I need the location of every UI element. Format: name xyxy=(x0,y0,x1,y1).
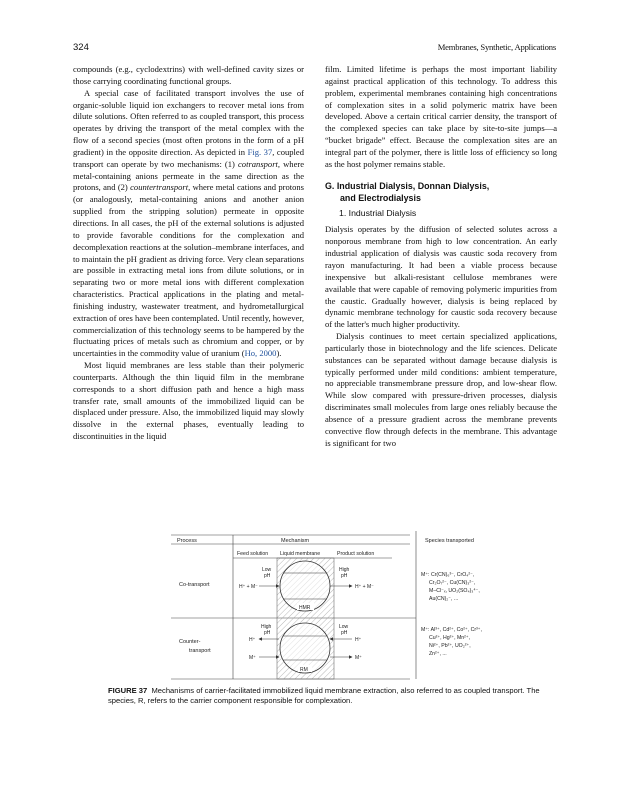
subheader-feed: Feed solution xyxy=(237,551,269,557)
species-line: M–Cl⁻ₓ, UO₂(SO₄)₃⁴⁻, xyxy=(429,588,480,594)
species-line: Au(CN)₂⁻, ... xyxy=(429,596,459,602)
running-title: Membranes, Synthetic, Applications xyxy=(437,42,556,52)
text-span: , where metal cations and protons (or analogously, metal-containing anions and another anion supplied from the stripping solution) permeate in opposite directions. In all cases, the pH of the external solutions is adjusted to provide favorable conditions for the complexation and decomplexation reactions at the solution–membrane interfaces, and to maintain the pH gradient as driving force. Very clean separations are possible in extracting metal ions from dilute solutions, or in separating two or more metal ions with different complexation characteristics. Practical applications in the plating and metal-finishing industry, wastewater treatment, and hydrometallurgical extraction of ores have been contemplated. Until recently, however, commercialization of this technology seems to be hampered by the fluctuating prices of metals such as chromium and copper, or by uncertainties in the commodity value of uranium ( xyxy=(73,182,305,359)
cotransport-complex-label: HMR xyxy=(299,605,311,611)
header-process: Process xyxy=(177,538,197,544)
text-span: , where metal-containing anions permeate in the same direction as the protons, and (2) xyxy=(73,158,304,193)
row-label-countertransport-1: Counter- xyxy=(179,639,201,645)
cotransport-product-high-ph: pH xyxy=(341,573,348,579)
subheader-liquid-membrane: Liquid membrane xyxy=(280,551,321,557)
countertransport-product-h: H⁺ xyxy=(355,637,362,643)
left-paragraph-1: compounds (e.g., cyclodextrins) with well-defined cavity sizes or those carrying coordinating functional groups. xyxy=(73,64,304,86)
cotransport-species-list xyxy=(421,572,481,602)
species-line: Zn²⁺, ... xyxy=(429,651,447,657)
countertransport-feed-h: H⁺ xyxy=(249,637,256,643)
countertransport-species-list xyxy=(421,627,483,657)
row-label-cotransport: Co-transport xyxy=(179,582,210,588)
cotransport-feed-species: H⁺ + M⁻ xyxy=(239,584,258,590)
species-line: Ni²⁺, Pb²⁺, UO₂²⁺, xyxy=(429,643,471,649)
species-line: M⁺: Cr(CN)₆³⁻, CrO₄²⁻, xyxy=(421,572,475,578)
cotransport-feed-low: Low xyxy=(262,567,272,573)
text-span: A special case of facilitated transport involves the use of organic-soluble liquid ion exchangers to recover metal ions from dilute solutions. Often referred to as coupled transport, this process operates by driving the transport of the metal complex with the flow of a second species (most often protons in the form of a pH gradient) in the opposite direction. As depicted in xyxy=(73,87,304,157)
subheader-product: Product solution xyxy=(337,551,375,557)
right-paragraph-1: film. Limited lifetime is perhaps the most important liability against practical application of this technology. To address this problem, experimental membranes containing high concentrations of complexation sites in a solid polymeric matrix have been developed. Above a certain critical carrier density, the transport of the complexed species can take place by site-to-site jumps—a “bucket brigade” effect. Because the complexation sites are an integral part of the polymer, there is little loss of efficiency so long as the host polymer remains stable. xyxy=(325,64,557,169)
species-line: M⁺: Al³⁺, Cd²⁺, Co²⁺, Cr³⁺, xyxy=(421,627,482,633)
text-span: ). xyxy=(276,348,282,359)
left-paragraph-2 xyxy=(73,88,304,360)
right-paragraph-3: Dialysis continues to meet certain specialized applications, particularly those in biotechnology and the life sciences. Delicate substances can be separated without damage because dialysis is typically performed under mild conditions: ambient temperature, no appreciable transmembrane pressure drop, and low-shear flow. While slow compared with pressure-driven processes, dialysis discriminates small molecules from large ones reliably because the absence of a pressure gradient across the membrane prevents convective flow through defects in the membrane. This advantage is significant for two xyxy=(325,331,557,448)
left-paragraph-3: Most liquid membranes are less stable than their polymeric counterparts. Although the thin liquid film in the membrane corresponds to a short diffusion path and hence a high mass transfer rate, small amounts of the immobilized liquid can be displaced under pressure. Also, the immobilized liquid may slowly dissolve in the external phases, eventually leading to discontinuities in the liquid xyxy=(73,360,304,442)
header-species: Species transported xyxy=(425,538,474,544)
section-heading-line-2: and Electrodialysis xyxy=(340,192,421,203)
countertransport-product-m: M⁺ xyxy=(355,655,362,661)
countertransport-feed-high-ph: pH xyxy=(264,630,271,636)
term-cotransport: cotransport xyxy=(238,158,278,169)
figure-caption xyxy=(108,686,558,706)
countertransport-feed-high: High xyxy=(261,624,272,630)
subsection-heading: 1. Industrial Dialysis xyxy=(339,207,417,218)
figure-37-diagram xyxy=(171,531,563,681)
row-label-countertransport-2: transport xyxy=(189,648,211,654)
cotransport-product-species: H⁺ + M⁻ xyxy=(355,584,374,590)
right-column xyxy=(325,64,557,449)
left-column xyxy=(73,64,304,443)
caption-label: FIGURE 37 xyxy=(108,686,148,695)
countertransport-product-low-ph: pH xyxy=(341,630,348,636)
figure-reference-link[interactable]: Fig. 37 xyxy=(247,146,273,157)
header-mechanism: Mechanism xyxy=(281,538,310,544)
cotransport-feed-low-ph: pH xyxy=(264,573,271,579)
countertransport-feed-m: M⁺ xyxy=(249,655,256,661)
cotransport-product-high: High xyxy=(339,567,350,573)
species-line: Cr₂O₇²⁻, Cu(CN)₃²⁻, xyxy=(429,580,476,586)
species-line: Cu²⁺, Hg²⁺, Mn²⁺, xyxy=(429,635,471,641)
right-paragraph-2: Dialysis operates by the diffusion of selected solutes across a nonporous membrane from high to low concentration. An early industrial application of dialysis was caustic soda recovery from rayon manufacturing. It had been a viable process because inexpensive but alkali-resistant cellulose membranes were available that were capable of removing polymeric impurities from the caustic. Gradually however, dialysis is being replaced by dynamic membrane technology for caustic soda recovery because of the latter's much higher productivity. xyxy=(325,224,557,330)
text-span: , coupled transport can operate by two mechanisms: (1) xyxy=(73,146,304,169)
section-heading xyxy=(325,180,557,204)
section-heading-line-1: G. Industrial Dialysis, Donnan Dialysis, xyxy=(325,180,490,191)
caption-text: Mechanisms of carrier-facilitated immobilized liquid membrane extraction, also referred to as coupled transport. The species, R, refers to the carrier component responsible for complexation. xyxy=(108,686,540,705)
citation-link[interactable]: Ho, 2000 xyxy=(244,348,277,359)
term-countertransport: countertransport xyxy=(130,182,189,193)
countertransport-product-low: Low xyxy=(339,624,349,630)
page-number: 324 xyxy=(73,42,89,53)
countertransport-complex-label: RM xyxy=(300,667,308,673)
